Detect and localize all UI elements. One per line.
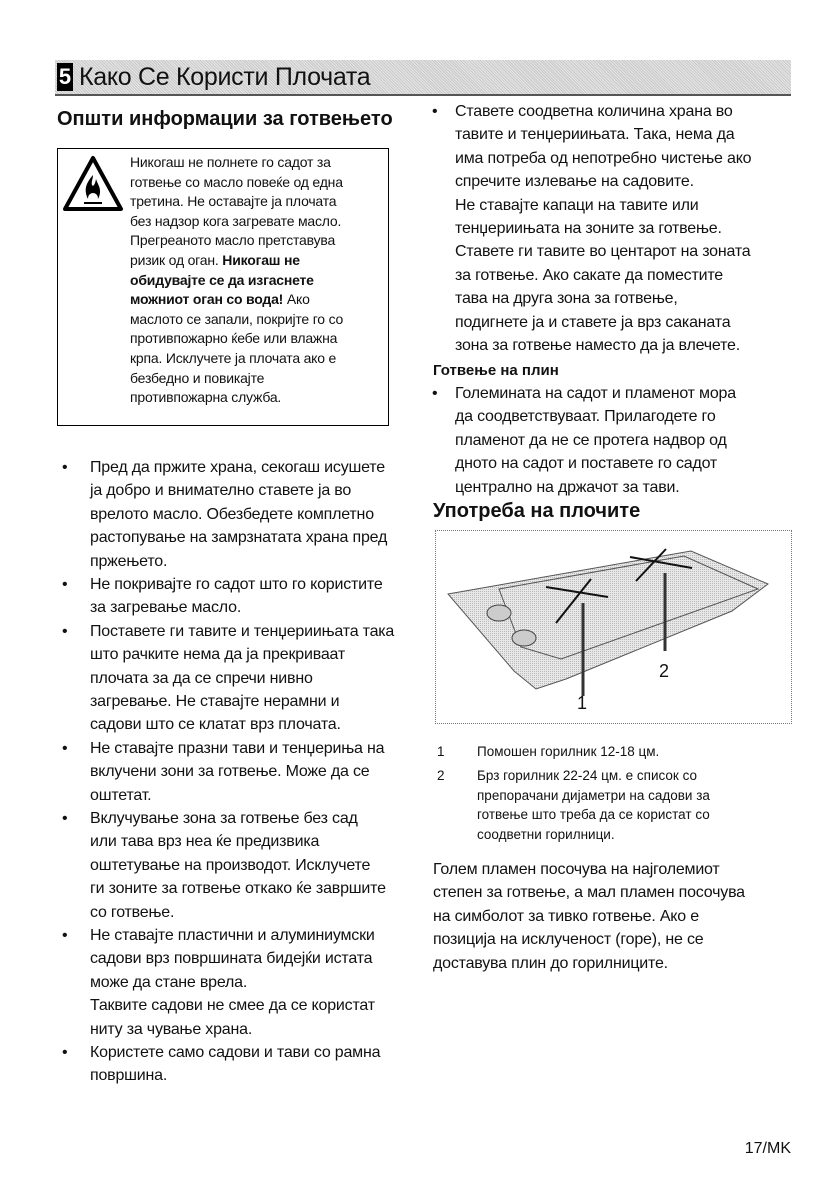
warning-text-start: Никогаш не полнете го садот за готвење со масло повеќе од една третина. Не оставајте ја плочата без надзор кога загревате масло. Прегреаното масло претставува ризик од оган.	[130, 154, 343, 268]
bullet-text: Големината на садот и пламенот мора да соодветствуваат. Прилагодете го пламенот да не се протега надвор од дното на садот и поставете го садот централно на држачот за тави.	[455, 385, 736, 496]
bullet-icon: •	[62, 810, 68, 827]
section-header	[55, 60, 791, 96]
section-title: Како Се Користи Плочата	[79, 63, 371, 91]
flame-paragraph: Голем пламен посочува на најголемиот степен за готвење, а мал пламен посочува на симболот за тивко готвење. Ако е позиција на исклученост (горе), не се доставува плин до горилниците.	[433, 861, 745, 972]
bullet-text: Поставете ги тавите и тенџериињата така што рачките нема да ја прекриваат плочата за да се спречи нивно загревање. Не ставајте нерамни и садови што се клатат врз плочата.	[90, 622, 395, 734]
bullet-icon: •	[62, 622, 68, 640]
hob-illustration	[436, 531, 791, 723]
bullet-text: Не ставајте празни тави и тенџериња на вклучени зони за готвење. Може да се оштетат.	[90, 739, 385, 804]
hob-figure	[435, 530, 792, 724]
legend-number: 2	[437, 768, 445, 783]
bullet-icon: •	[62, 927, 68, 944]
bullet-icon: •	[62, 459, 68, 476]
gas-cooking-heading: Готвење на плин	[433, 362, 559, 379]
bullet-icon: •	[62, 739, 68, 757]
bullet-icon: •	[432, 103, 438, 120]
figure-label-1: 1	[577, 693, 588, 713]
section-number: 5	[58, 64, 72, 89]
bullet-text: Не ставајте пластични и алуминиумски садови врз површината бидејќи истата може да стане врела. Таквите садови не смее да се користат ниту за чување храна.	[90, 927, 375, 1038]
bullet-text: Вклучување зона за готвење без сад или тава врз неа ќе предизвика оштетување на производот. Исклучете ги зоните за готвење откако ќе завршите со готвење.	[90, 810, 386, 921]
legend-item	[437, 766, 710, 842]
fire-warning-icon	[62, 155, 124, 213]
bullet-text: Ставете соодветна количина храна во тавите и тенџериињата. Така, нема да има потреба од непотребно чистење ако спречите излевање на садовите. Не ставајте капаци на тавите или тенџериињата на зоните за готвење. Ставете ги тавите во центарот на зоната за готвење. Ако сакате да поместите тава на друга зона за готвење, подигнете ја и ставете ја врз саканата зона за готвење наместо да ја влечете.	[455, 103, 752, 355]
bullet-text: Користете само садови и тави со рамна површина.	[90, 1044, 381, 1085]
figure-label-2: 2	[659, 661, 670, 681]
legend-text: Помошен горилник 12-18 цм.	[477, 744, 660, 759]
hob-usage-heading: Употреба на плочите	[433, 500, 641, 522]
fire-warning-box	[57, 148, 389, 426]
bullet-icon: •	[62, 1044, 68, 1061]
legend-text: Брз горилник 22-24 цм. е список со препорачани дијаметри на садови за готвење што треба да се користат со соодветни горилници.	[477, 768, 710, 842]
legend-number: 1	[437, 744, 445, 759]
legend-item	[437, 742, 660, 762]
general-info-heading: Општи информации за готвењето	[57, 108, 393, 130]
bullet-icon: •	[62, 576, 68, 593]
bullet-icon: •	[432, 385, 438, 402]
bullet-text: Пред да пржите храна, секогаш исушете ја добро и внимателно ставете ја во врелото масло. Обезбедете комплетно растопување на замрзнатата храна пред пржењето.	[90, 459, 388, 570]
page-number: 17/MK	[744, 1140, 791, 1157]
warning-text-end: Ако маслото се запали, покријте го со противпожарно ќебе или влажна крпа. Исклучете ја плочата ако е безбедно и повикајте противпожарна служба.	[130, 291, 344, 406]
warning-text	[130, 153, 343, 408]
bullet-text: Не покривајте го садот што го користите за загревање масло.	[90, 576, 383, 617]
warning-text-bold: Никогаш не обидувајте се да изгаснете можниот оган со вода!	[130, 251, 314, 308]
